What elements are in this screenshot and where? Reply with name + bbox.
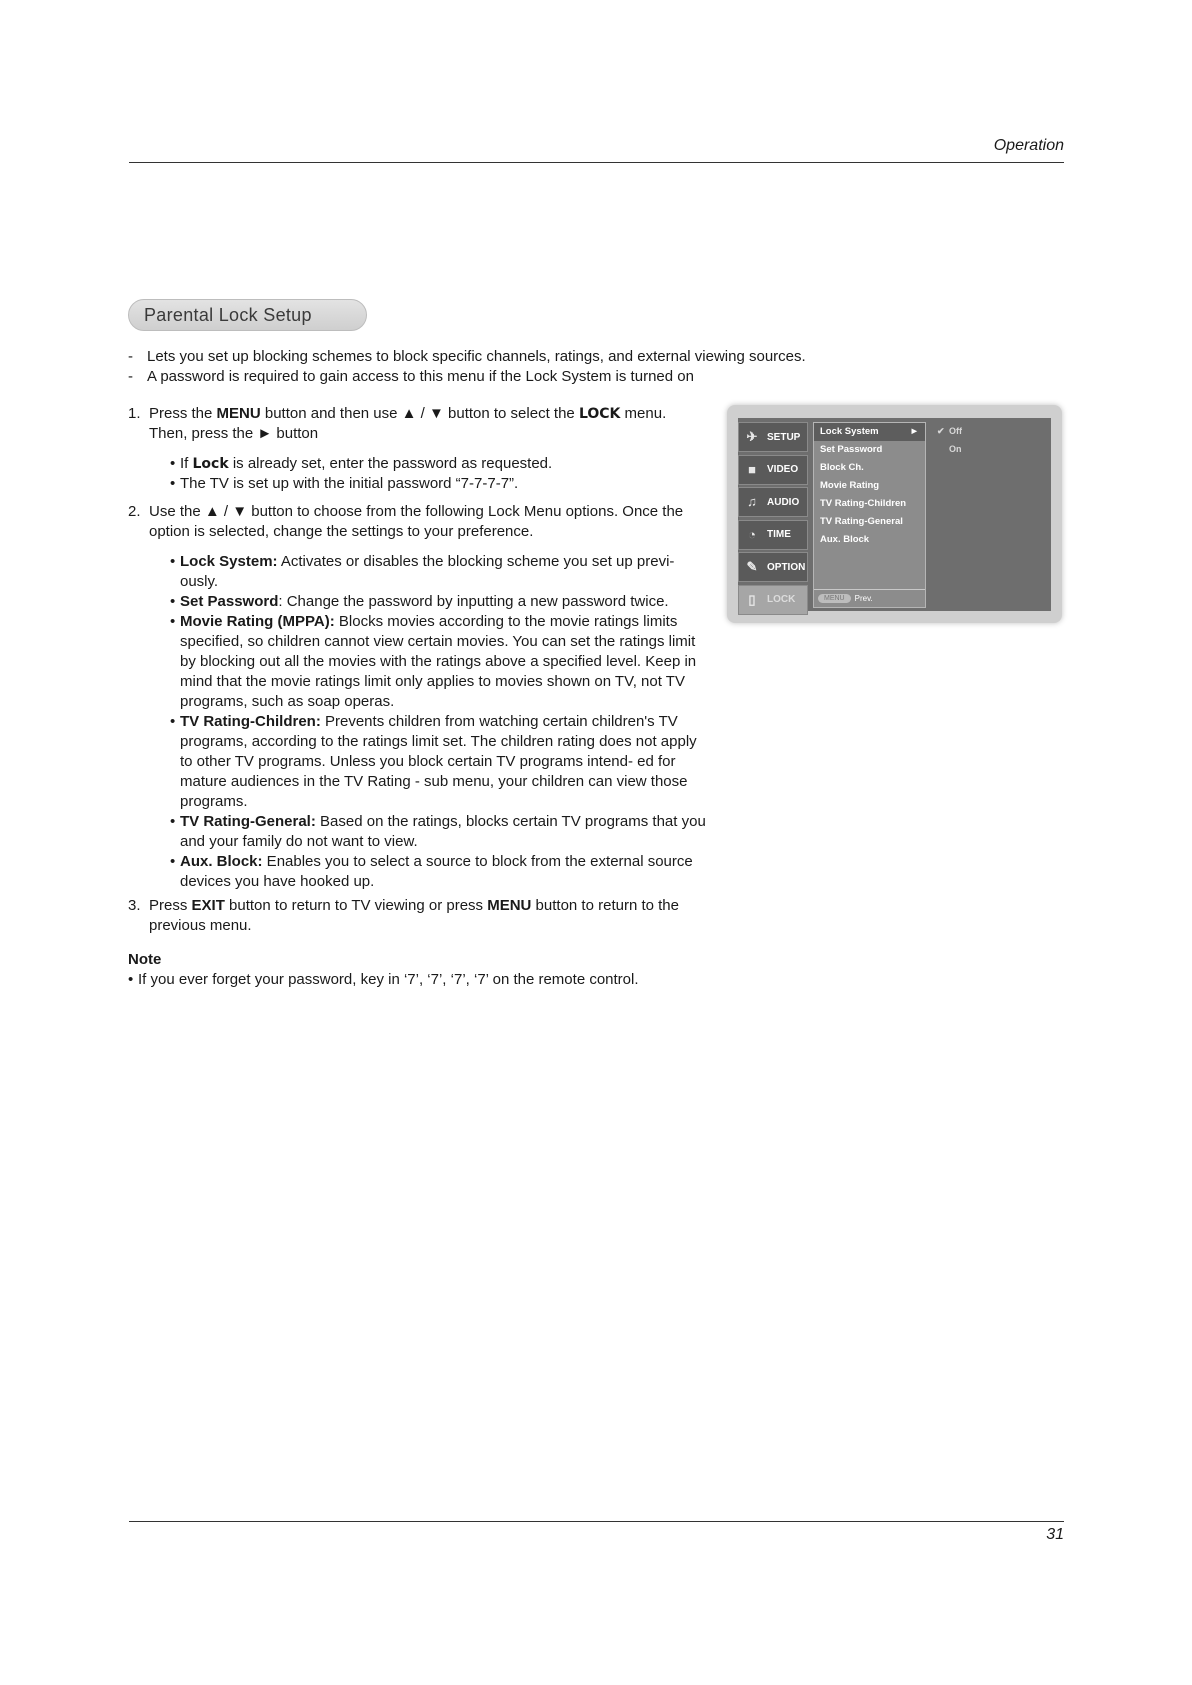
tab-lock[interactable] <box>738 585 808 615</box>
menu-item-set-password[interactable]: Set Password <box>820 444 883 455</box>
menu-item-label: Lock System <box>820 426 879 437</box>
step-number: 2. <box>128 503 141 520</box>
osd-item-list <box>813 422 926 608</box>
step-text: Use the ▲ / ▼ button to choose from the following Lock Menu options. Once the option is selected, change the settings to your preference. <box>149 503 684 540</box>
tab-time[interactable] <box>738 520 808 550</box>
step-number: 1. <box>128 405 141 422</box>
satellite-icon: ✈ <box>746 429 758 444</box>
check-icon: ✔ <box>937 426 945 436</box>
prev-label: Prev. <box>854 594 873 603</box>
osd-tab-column <box>738 422 808 617</box>
page-number: 31 <box>1046 1526 1064 1543</box>
step-text: Then, press the ► button <box>149 425 319 442</box>
footer-rule <box>129 1521 1064 1522</box>
menu-item-tv-rating-general[interactable]: TV Rating-General <box>820 516 903 527</box>
step-number: 3. <box>128 897 141 914</box>
menu-item-aux-block[interactable]: Aux. Block <box>820 534 870 545</box>
speaker-icon: ♫ <box>747 494 757 509</box>
menu-key: MENU <box>216 405 261 422</box>
intro-item: - A password is required to gain access to this menu if the Lock System is turned on <box>128 367 888 387</box>
lock-key: LOCK <box>578 406 621 422</box>
tab-label: OPTION <box>767 561 806 573</box>
menu-button[interactable]: MENU <box>818 594 851 603</box>
lock-icon: ▯ <box>748 591 756 607</box>
header-rule <box>129 162 1064 163</box>
tab-label: VIDEO <box>767 464 799 475</box>
lock-menu-screenshot <box>727 405 1062 623</box>
step-text: button to return to TV viewing or press <box>224 897 488 914</box>
step-3 <box>128 896 708 936</box>
osd-footer <box>814 589 925 607</box>
running-header: Operation <box>993 137 1064 154</box>
menu-item-tv-rating-children[interactable]: TV Rating-Children <box>820 498 907 509</box>
step-2 <box>128 502 708 892</box>
option-lock-system: • Lock System: Activates or disables the blocking scheme you set up previ- ously. <box>149 552 708 592</box>
menu-item-lock-system[interactable] <box>814 423 925 441</box>
tab-setup[interactable] <box>738 422 808 452</box>
step-text: Press <box>149 897 192 914</box>
note-text: • If you ever forget your password, key in ‘7’, ‘7’, ‘7’, ‘7’ on the remote control. <box>128 970 708 990</box>
osd-value-list <box>929 422 1047 608</box>
menu-item-block-ch[interactable]: Block Ch. <box>820 462 864 473</box>
note <box>128 950 708 990</box>
intro-item: - Lets you set up blocking schemes to block specific channels, ratings, and external viewing sources. <box>128 347 888 367</box>
intro-list <box>128 347 888 387</box>
instructions <box>128 404 708 990</box>
value-label: Off <box>949 426 962 436</box>
tab-audio[interactable] <box>738 487 808 517</box>
note-title: Note <box>128 951 162 968</box>
tab-option[interactable] <box>738 552 808 582</box>
osd-panel <box>738 418 1051 611</box>
step-text: menu. <box>620 405 667 422</box>
step-text: button to return to the previous menu. <box>149 897 679 934</box>
lock-menu-options <box>149 552 708 892</box>
value-on[interactable] <box>929 440 1047 458</box>
bullet: • The TV is set up with the initial password “7-7-7-7”. <box>149 474 708 494</box>
option-tv-rating-children: • TV Rating-Children: Prevents children from watching certain children's TV programs, according to the ratings limit set. The children rating does not apply to other TV programs. Unless you block certain TV programs intend- ed for mature audiences in the TV Rating - sub menu, your children can view those programs. <box>149 712 708 812</box>
option-movie-rating: • Movie Rating (MPPA): Blocks movies according to the movie ratings limits specified, so children cannot view certain movies. You can set the ratings limit by blocking out all the movies with the ratings above a specified level. Keep in mind that the movie ratings limit only applies to movies shown on TV, not TV programs, such as soap operas. <box>149 612 708 712</box>
option-tv-rating-general: • TV Rating-General: Based on the ratings, blocks certain TV programs that you and your family do not want to view. <box>149 812 708 852</box>
value-off[interactable] <box>929 422 1047 440</box>
wrench-icon: ✎ <box>746 559 758 574</box>
menu-key: MENU <box>487 897 532 914</box>
tab-label: AUDIO <box>767 496 800 508</box>
step-text: Press the <box>149 405 217 422</box>
tab-label: SETUP <box>767 431 801 443</box>
tab-label: TIME <box>767 529 791 540</box>
tab-label: LOCK <box>767 594 796 605</box>
section-title: Parental Lock Setup <box>128 299 367 331</box>
option-aux-block: • Aux. Block: Enables you to select a source to block from the external source devices you have hooked up. <box>149 852 708 892</box>
menu-item-movie-rating[interactable]: Movie Rating <box>820 480 880 491</box>
option-set-password: • Set Password: Change the password by inputting a new password twice. <box>149 592 708 612</box>
step-1-bullets <box>149 454 708 494</box>
step-1 <box>128 404 708 494</box>
arrow-right-icon: ► <box>909 426 919 437</box>
exit-key: EXIT <box>191 897 225 914</box>
step-text: button and then use ▲ / ▼ button to select the <box>260 405 579 422</box>
tab-video[interactable] <box>738 455 808 485</box>
clock-icon: ◔ <box>748 526 756 542</box>
monitor-icon: ■ <box>748 461 756 477</box>
value-label: On <box>949 444 962 454</box>
bullet: • If Lock is already set, enter the password as requested. <box>149 454 708 474</box>
